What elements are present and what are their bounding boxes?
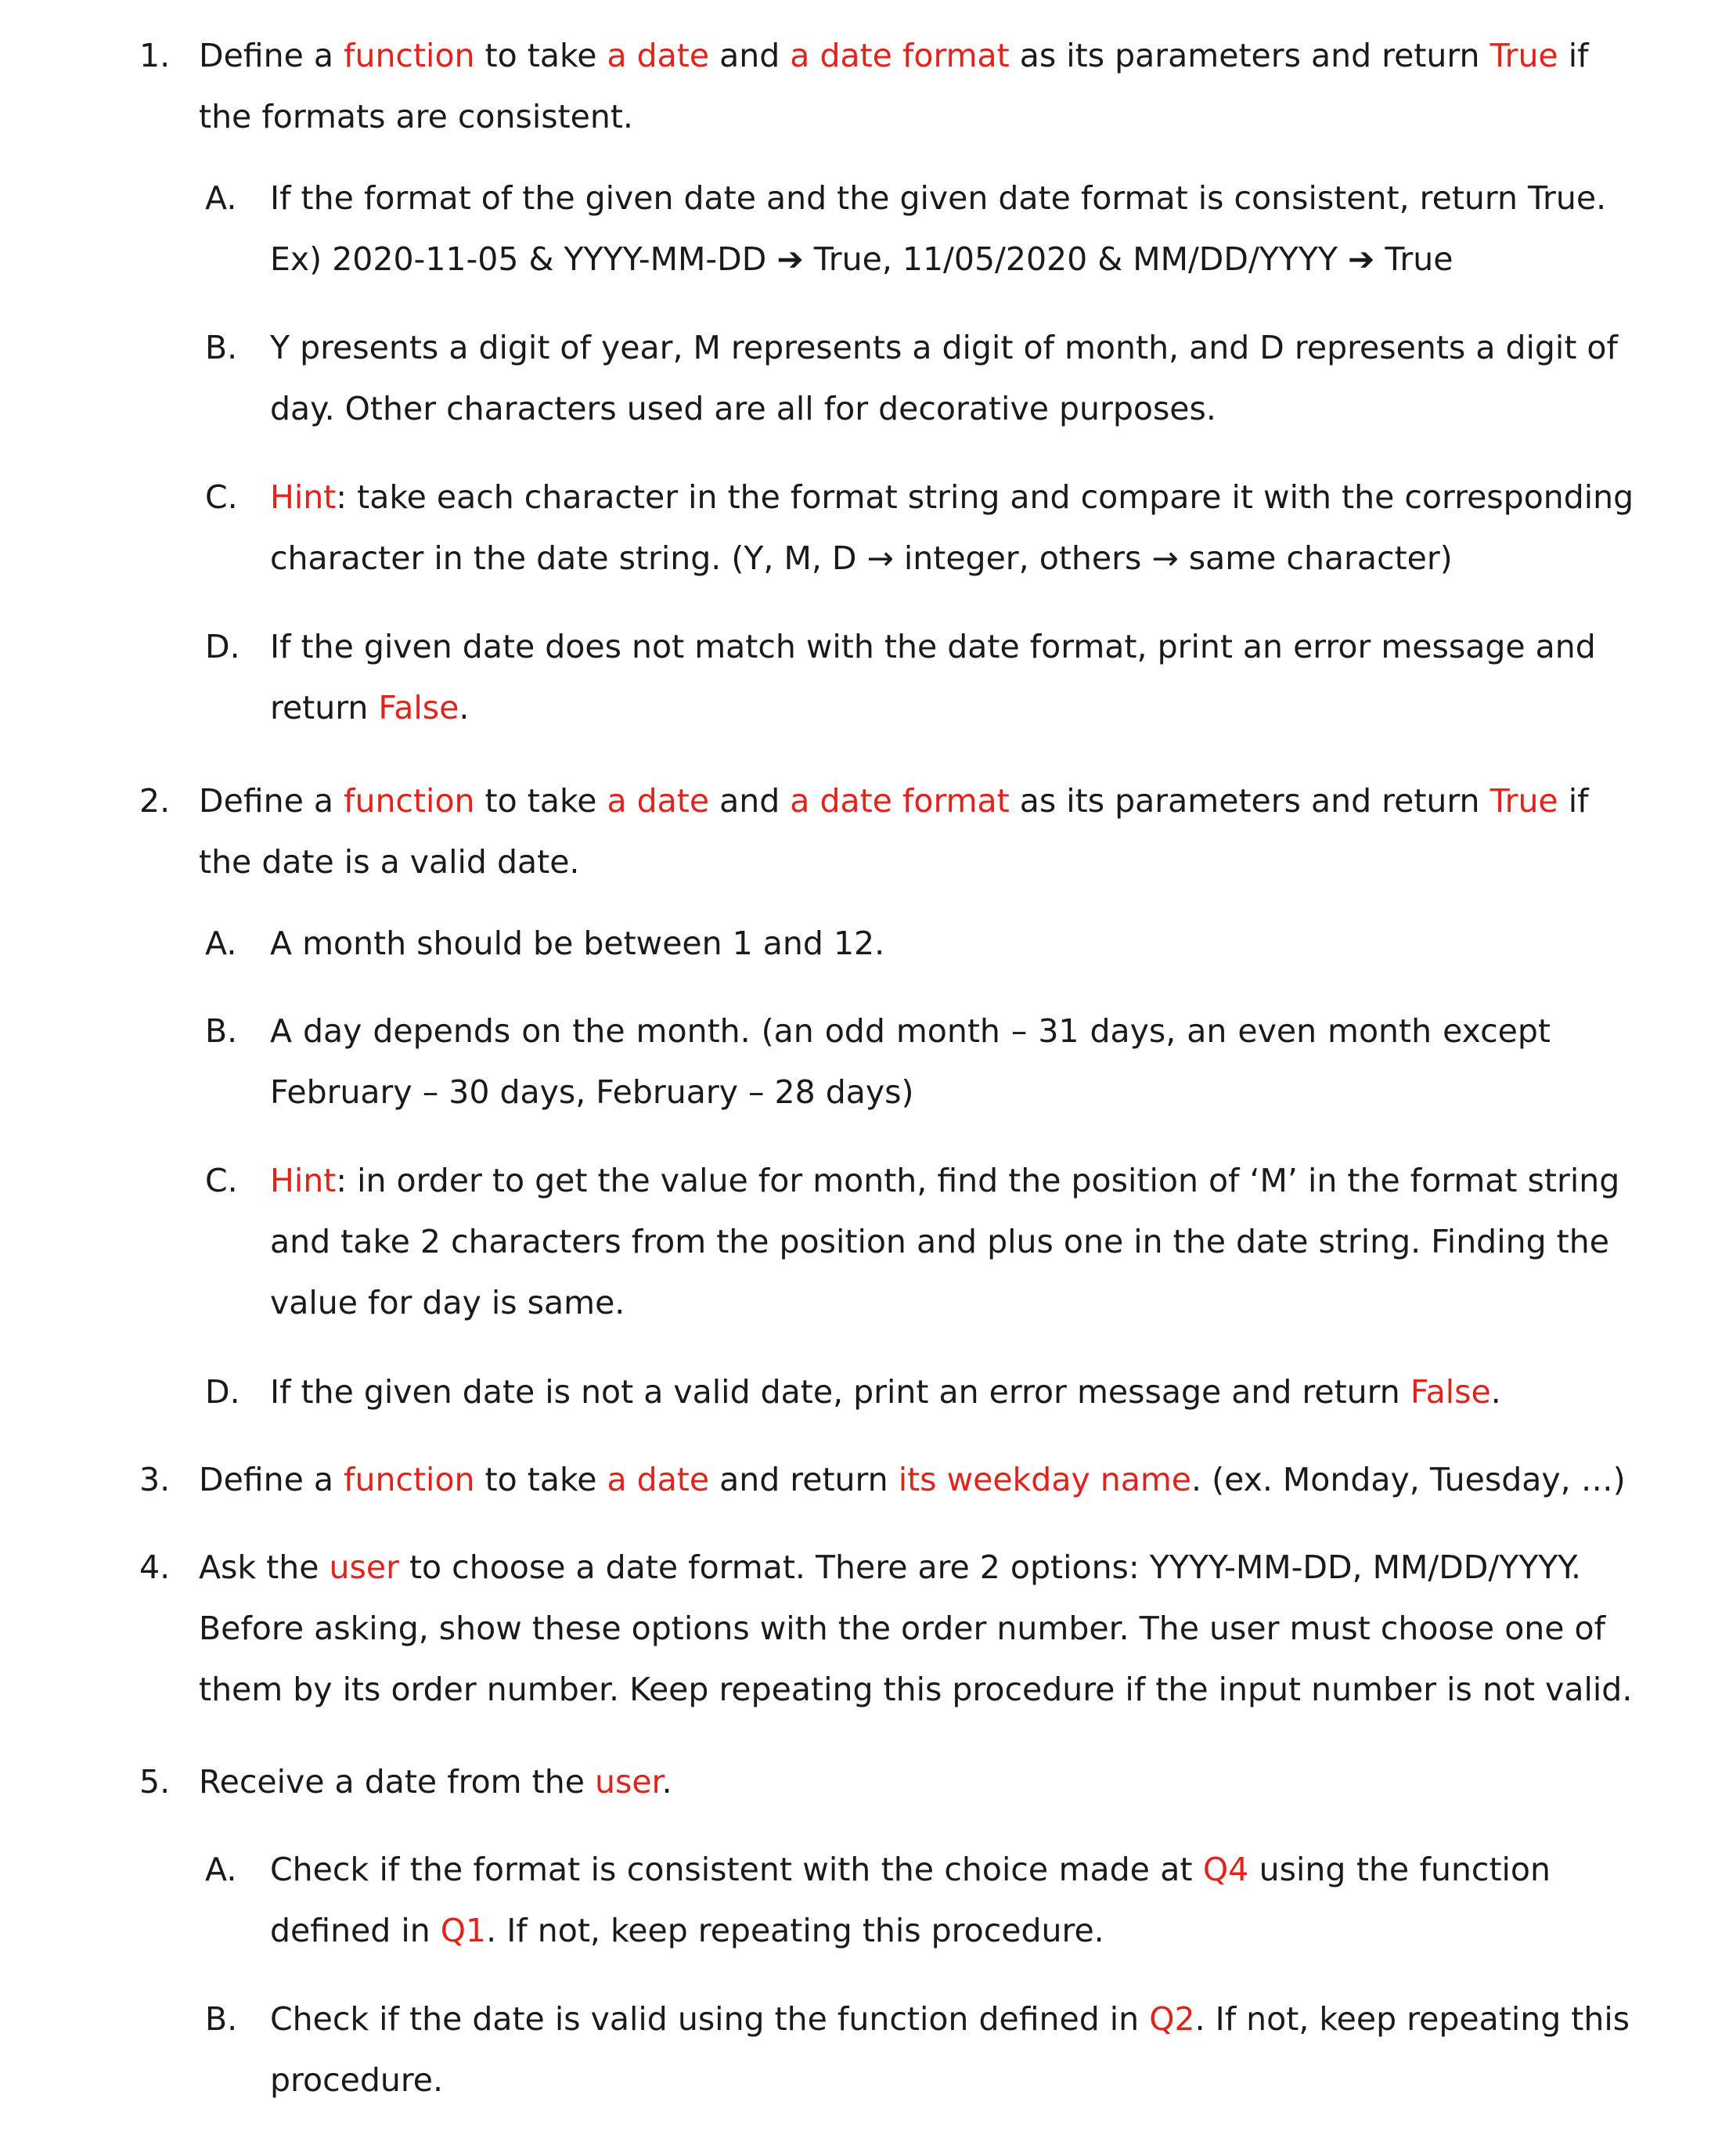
- text-segment: Y presents a digit of year, M represents a digit of month, and D represents a digit of: [270, 329, 1618, 366]
- subitem-text: [270, 1361, 1551, 1422]
- item-text: [199, 1449, 1626, 1510]
- subitem-letter: A.: [205, 1851, 237, 1888]
- item-text: [199, 770, 1589, 892]
- text-segment: Before asking, show these options with the order number. The user must choose one of: [199, 1610, 1606, 1647]
- text-segment: character in the date string. (Y, M, D → integer, others → same character): [270, 539, 1453, 577]
- text-segment: Define a: [199, 37, 344, 74]
- highlighted-term: a date: [607, 782, 710, 820]
- subitem-text: [270, 913, 1551, 974]
- highlighted-term: Hint: [270, 478, 337, 516]
- highlighted-term: function: [344, 782, 475, 820]
- highlighted-term: its weekday name: [898, 1461, 1192, 1498]
- text-line: [199, 1751, 1550, 1812]
- text-line: [199, 831, 1550, 892]
- text-line: [199, 770, 1589, 831]
- text-line: [270, 616, 1596, 677]
- text-segment: .: [661, 1763, 672, 1801]
- text-segment: and: [709, 782, 791, 820]
- text-line: [199, 1598, 1606, 1659]
- text-segment: as its parameters and return: [1009, 782, 1490, 820]
- text-line: [199, 25, 1589, 86]
- text-segment: True, 11/05/2020 & MM/DD/YYYY: [803, 240, 1348, 278]
- text-segment: if: [1558, 37, 1589, 74]
- subitem-text: [270, 1988, 1630, 2111]
- highlighted-term: function: [344, 37, 475, 74]
- text-line: [270, 378, 1551, 439]
- subitem-letter: B.: [205, 329, 238, 366]
- subitem-letter: D.: [205, 1373, 240, 1411]
- text-line: [199, 1449, 1626, 1510]
- subitem-text: [270, 616, 1596, 738]
- text-segment: to take: [474, 1461, 607, 1498]
- text-segment: them by its order number. Keep repeating this procedure if the input number is not valid.: [199, 1671, 1633, 1708]
- text-line: [270, 528, 1551, 589]
- item-number: 3.: [139, 1461, 171, 1498]
- text-segment: Define a: [199, 1461, 344, 1498]
- subitem-letter: B.: [205, 1012, 238, 1050]
- text-segment: return: [270, 689, 379, 726]
- text-line: [270, 1900, 1551, 1961]
- subitem-text: [270, 1839, 1551, 1961]
- text-segment: .: [1490, 1373, 1501, 1411]
- highlighted-term: a date: [607, 37, 710, 74]
- text-segment: to take: [474, 782, 607, 820]
- subitem-letter: A.: [205, 179, 237, 217]
- item-number: 2.: [139, 782, 171, 820]
- text-segment: defined in: [270, 1912, 441, 1949]
- highlighted-term: a date: [607, 1461, 710, 1498]
- highlighted-term: Q1: [440, 1912, 487, 1949]
- highlighted-term: user: [329, 1548, 399, 1586]
- subitem-letter: D.: [205, 628, 240, 665]
- text-segment: day. Other characters used are all for decorative purposes.: [270, 390, 1216, 427]
- highlighted-term: a date format: [790, 37, 1010, 74]
- text-segment: If the format of the given date and the given date format is consistent, return True.: [270, 179, 1607, 217]
- text-segment: . (ex. Monday, Tuesday, …): [1191, 1461, 1626, 1498]
- item-number: 1.: [139, 37, 171, 74]
- text-line: [270, 1000, 1551, 1062]
- item-text: [199, 1751, 1550, 1812]
- item-text: [199, 1537, 1633, 1720]
- text-line: [199, 1537, 1582, 1598]
- text-segment: the formats are consistent.: [199, 98, 633, 135]
- text-line: [270, 1150, 1620, 1211]
- text-segment: and return: [709, 1461, 899, 1498]
- subitem-text: [270, 1000, 1551, 1123]
- highlighted-term: Hint: [270, 1162, 337, 1199]
- subitem-text: [270, 317, 1618, 439]
- text-segment: Ask the: [199, 1548, 330, 1586]
- text-segment: Define a: [199, 782, 344, 820]
- text-segment: to take: [474, 37, 607, 74]
- text-segment: the date is a valid date.: [199, 843, 580, 881]
- text-line: [270, 2050, 1551, 2111]
- text-line: [199, 1659, 1633, 1720]
- subitem-letter: C.: [205, 478, 238, 516]
- text-segment: to choose a date format. There are 2 options: YYYY-MM-DD, MM/DD/YYYY.: [398, 1548, 1582, 1586]
- text-segment: . If not, keep repeating this procedure.: [486, 1912, 1104, 1949]
- text-segment: If the given date does not match with the date format, print an error message and: [270, 628, 1596, 665]
- text-line: [270, 677, 1551, 738]
- text-segment: Check if the date is valid using the function defined in: [270, 2000, 1150, 2038]
- arrow-icon: ➔: [1347, 240, 1375, 278]
- text-segment: value for day is same.: [270, 1284, 625, 1321]
- text-line: [270, 1839, 1551, 1900]
- text-line: [199, 86, 1550, 147]
- text-line: [270, 1272, 1551, 1333]
- text-segment: using the function: [1248, 1851, 1551, 1888]
- subitem-text: [270, 1150, 1620, 1333]
- highlighted-term: True: [1489, 37, 1558, 74]
- highlighted-term: False: [378, 689, 459, 726]
- highlighted-term: False: [1410, 1373, 1491, 1411]
- text-segment: : take each character in the format string and compare it with the corresponding: [336, 478, 1634, 516]
- item-text: [199, 25, 1589, 147]
- highlighted-term: Q2: [1149, 2000, 1195, 2038]
- text-segment: : in order to get the value for month, find the position of ‘M’ in the format string: [336, 1162, 1620, 1199]
- text-segment: . If not, keep repeating this: [1194, 2000, 1630, 2038]
- text-line: [270, 1988, 1630, 2050]
- text-segment: as its parameters and return: [1009, 37, 1490, 74]
- subitem-text: [270, 168, 1607, 290]
- subitem-letter: B.: [205, 2000, 238, 2038]
- text-line: [270, 1062, 1551, 1123]
- text-line: [270, 229, 1551, 290]
- subitem-letter: A.: [205, 925, 237, 962]
- subitem-letter: C.: [205, 1162, 238, 1199]
- text-line: [270, 317, 1618, 378]
- text-line: [270, 1211, 1609, 1272]
- text-segment: Receive a date from the: [199, 1763, 595, 1801]
- text-segment: Ex) 2020-11-05 & YYYY-MM-DD: [270, 240, 777, 278]
- text-segment: If the given date is not a valid date, print an error message and return: [270, 1373, 1410, 1411]
- text-segment: February – 30 days, February – 28 days): [270, 1073, 914, 1111]
- item-number: 4.: [139, 1548, 171, 1586]
- arrow-icon: ➔: [776, 240, 804, 278]
- highlighted-term: Q4: [1202, 1851, 1249, 1888]
- subitem-text: [270, 467, 1634, 589]
- item-number: 5.: [139, 1763, 171, 1801]
- text-segment: .: [459, 689, 470, 726]
- text-line: [270, 913, 1551, 974]
- text-line: [270, 1361, 1551, 1422]
- text-segment: A month should be between 1 and 12.: [270, 925, 885, 962]
- text-line: [270, 467, 1634, 528]
- highlighted-term: a date format: [790, 782, 1010, 820]
- text-segment: if: [1558, 782, 1589, 820]
- text-segment: and take 2 characters from the position and plus one in the date string. Finding the: [270, 1223, 1609, 1260]
- text-segment: and: [709, 37, 791, 74]
- text-segment: procedure.: [270, 2061, 444, 2099]
- text-segment: Check if the format is consistent with the choice made at: [270, 1851, 1203, 1888]
- highlighted-term: user: [594, 1763, 662, 1801]
- highlighted-term: True: [1489, 782, 1558, 820]
- text-segment: A day depends on the month. (an odd month – 31 days, an even month except: [270, 1012, 1551, 1050]
- highlighted-term: function: [344, 1461, 475, 1498]
- text-line: [270, 168, 1607, 229]
- text-segment: True: [1374, 240, 1453, 278]
